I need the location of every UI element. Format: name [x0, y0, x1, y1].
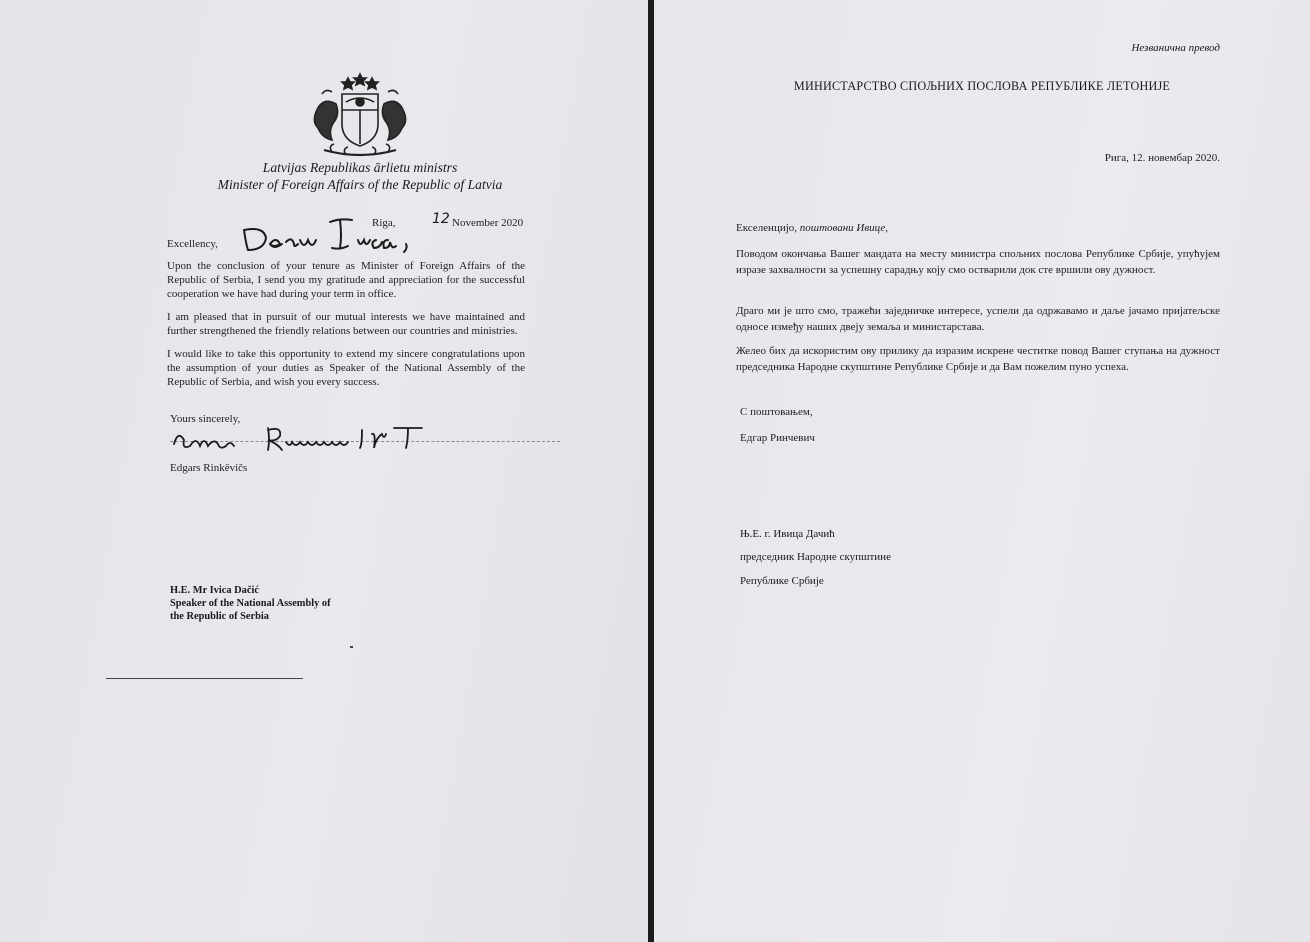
handwritten-signature-edgars-rinkevics [168, 424, 438, 454]
salutation: Excellency, [167, 238, 218, 250]
footer-rule [106, 678, 303, 679]
body-paragraph-3: Желео бих да искористим ову прилику да изразим искрене честитке повод Вашег ступања на дужност председника Народне скупштине Републике Србије и да Вам пожелим пуно успеха. [736, 345, 1220, 373]
addressee-name: Њ.Е. г. Ивица Дачић [740, 528, 835, 540]
signer-name: Едгар Ринчевич [740, 432, 815, 444]
date-day-handwritten: 12 [432, 211, 450, 227]
body-paragraph-2: Драго ми је што смо, тражећи заједничке интересе, успели да одржавамо и даље јачамо пријатељске односе између наших двеју земаља и министарстава. [736, 305, 1220, 333]
closing: С поштовањем, [740, 406, 813, 418]
letterhead-english-title: Minister of Foreign Affairs of the Republic of Latvia [217, 177, 503, 192]
ministry-title: МИНИСТАРСТВО СПОЉНИХ ПОСЛОВА РЕПУБЛИКЕ ЛЕТОНИЈЕ [793, 79, 1171, 93]
handwritten-greeting-dear-ivica [240, 216, 415, 254]
letter-date: Рига, 12. новембар 2020. [1104, 152, 1220, 164]
addressee-title: Speaker of the National Assembly of [170, 598, 331, 609]
addressee-country: Републике Србије [740, 575, 824, 587]
translation-letter-page [654, 0, 1310, 942]
addressee-title: председник Народне скупштине [740, 551, 891, 563]
signer-name: Edgars Rinkēvičs [170, 462, 248, 474]
salutation-formal: Екселенцијо, [736, 222, 798, 234]
body-paragraph-1: Поводом окончања Вашег мандата на месту министра спољних послова Републике Србије, упућујем изразе захвалности за успешну сарадњу коју смо остварили док сте вршили ову дужност. [736, 248, 1220, 276]
addressee-country: the Republic of Serbia [170, 611, 270, 622]
addressee-name: H.E. Mr Ivica Dačić [170, 585, 259, 596]
latvia-coat-of-arms-emblem [302, 72, 418, 160]
date-month-year: November 2020 [452, 217, 524, 229]
body-paragraph-2: I am pleased that in pursuit of our mutual interests we have maintained and further strengthened the friendly relations between our countries and ministries. [167, 311, 525, 337]
body-paragraph-1: Upon the conclusion of your tenure as Minister of Foreign Affairs of the Republic of Serbia, I send you my gratitude and appreciation for the successful cooperation we have had during your term in office. [167, 260, 525, 300]
closing: Yours sincerely, [170, 413, 241, 425]
unofficial-translation-label: Незванична превод [1131, 42, 1220, 54]
letterhead-latvian-title: Latvijas Republikas ārlietu ministrs [262, 160, 458, 175]
body-paragraph-3: I would like to take this opportunity to extend my sincere congratulations upon the assumption of your duties as Speaker of the National Assembly of the Republic of Serbia, and wish you every success. [167, 348, 525, 388]
ink-dot [350, 646, 353, 648]
salutation [736, 221, 888, 237]
date-place: Riga, [372, 217, 396, 229]
original-letter-page [0, 0, 648, 942]
salutation-personal: поштовани Ивице, [799, 222, 889, 234]
